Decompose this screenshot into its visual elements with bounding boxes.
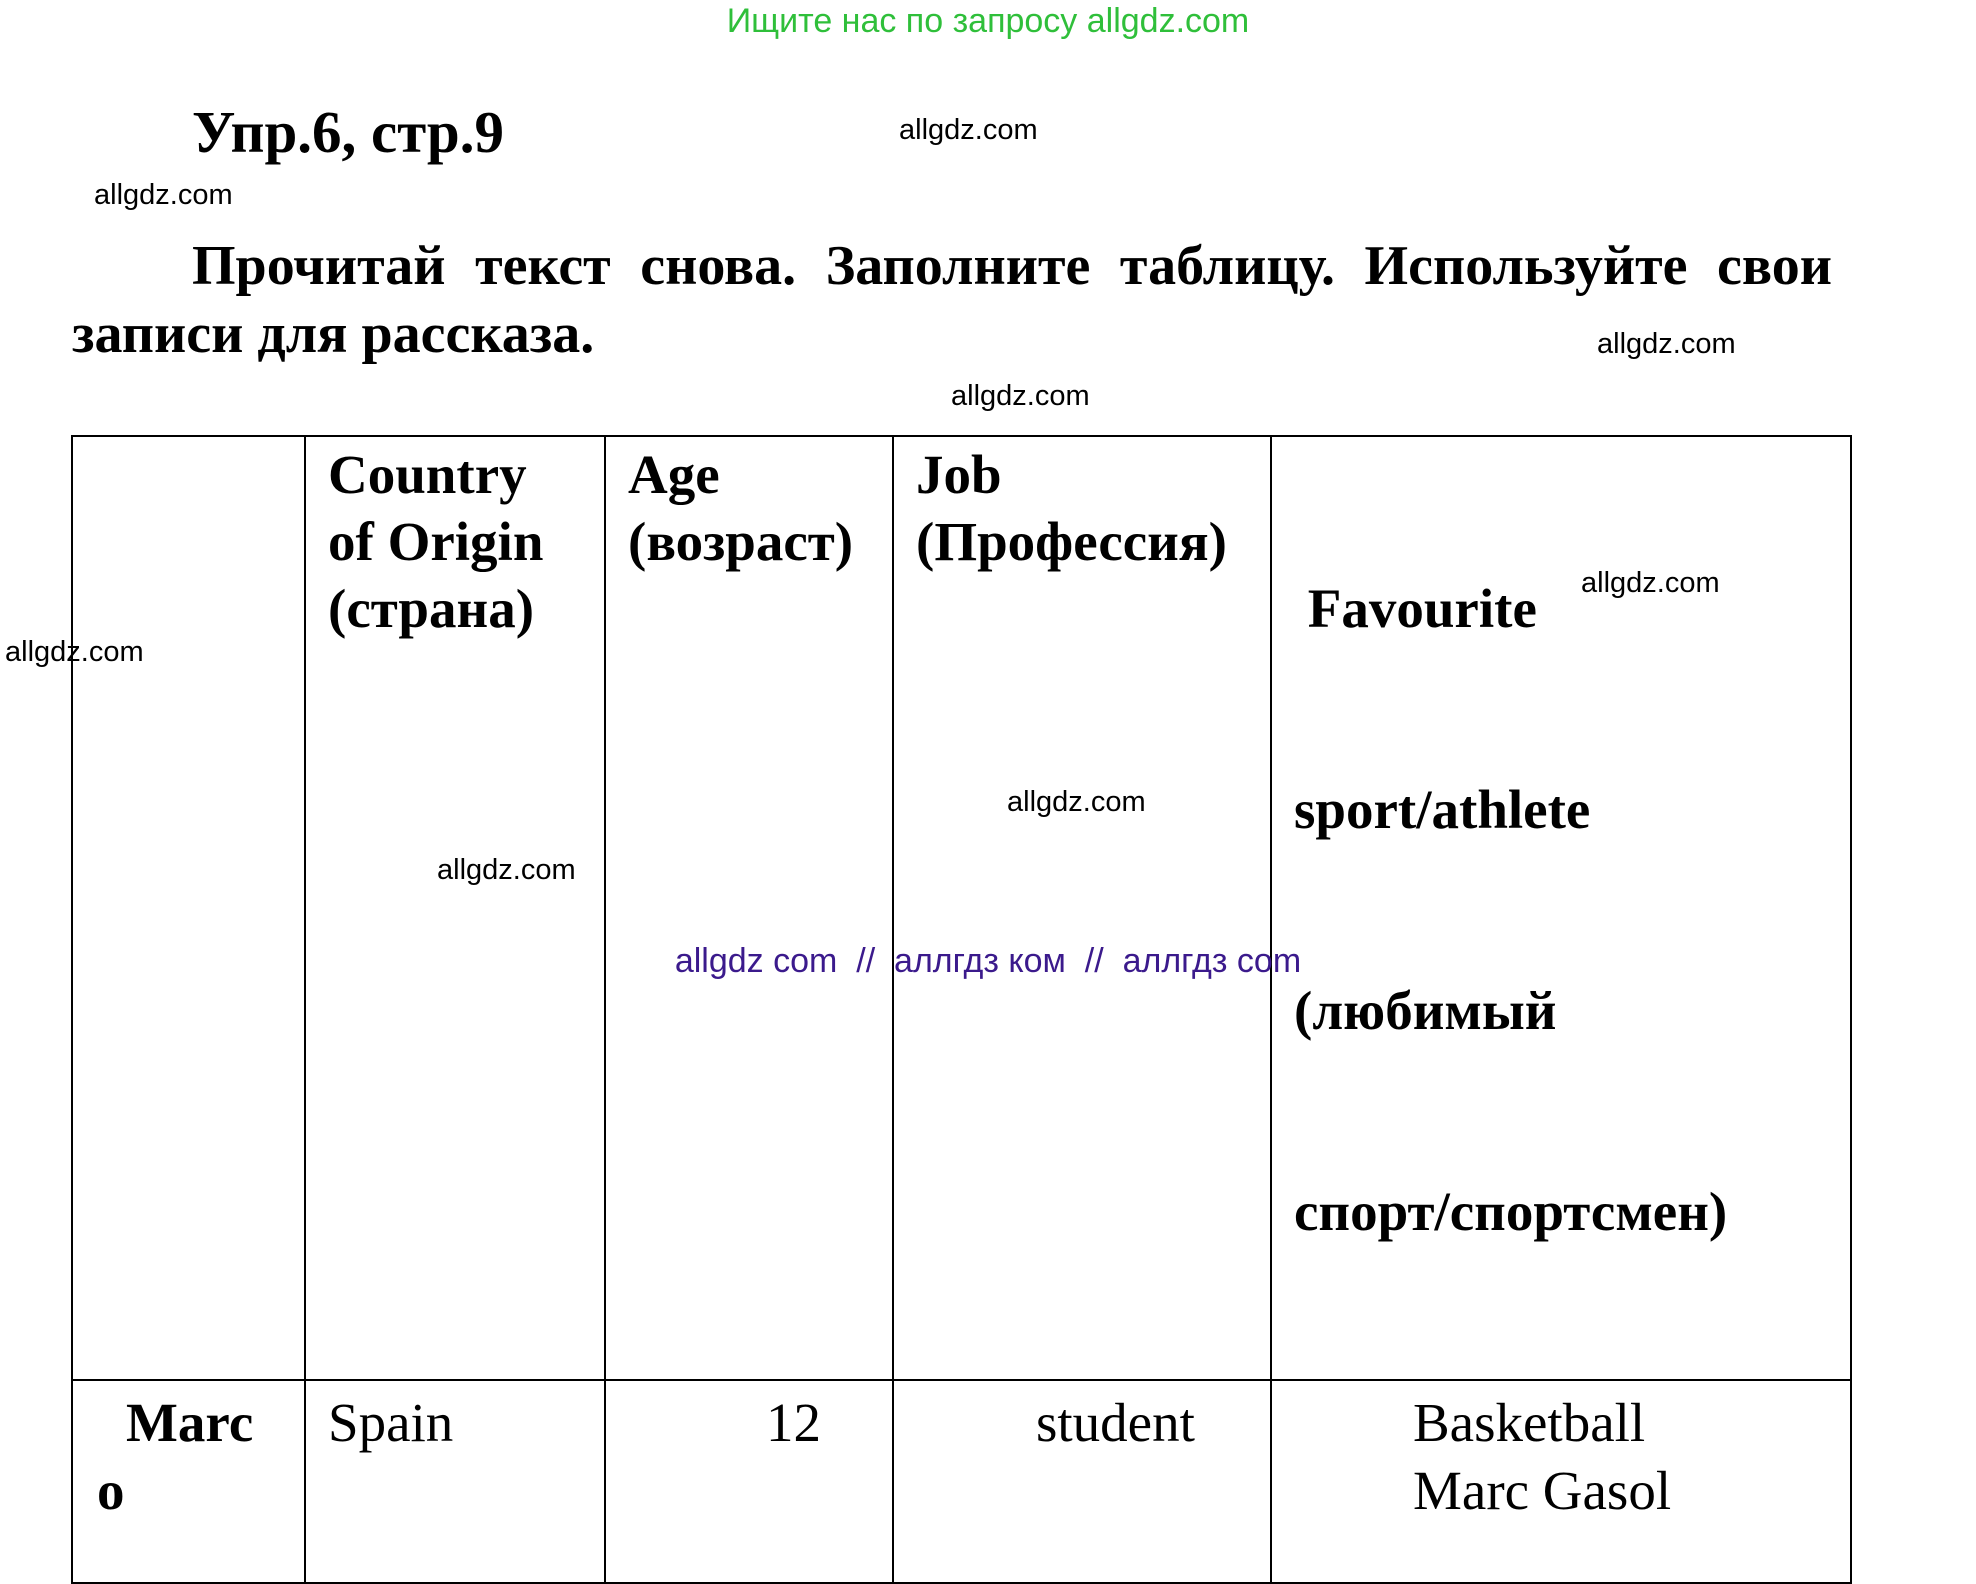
exercise-instruction: Прочитай текст снова. Заполните таблицу. Используйте свои записи для рассказа. — [72, 235, 1832, 365]
name-line: o — [97, 1460, 125, 1521]
watermark: allgdz.com — [5, 636, 144, 668]
favourite-line: Basketball — [1413, 1392, 1646, 1453]
top-banner[interactable]: Ищите нас по запросу allgdz.com — [726, 2, 1250, 40]
header-cell-job — [893, 436, 1271, 1380]
name-line: Marc — [126, 1392, 254, 1453]
header-line: (возраст) — [628, 511, 854, 572]
header-line: спорт/спортсмен) — [1294, 1181, 1728, 1242]
header-cell-empty — [72, 436, 305, 1380]
header-line: sport/athlete — [1294, 779, 1591, 840]
answer-table — [71, 435, 1852, 1584]
header-line: Country — [328, 444, 527, 505]
footer-links[interactable]: allgdz com // аллгдз ком // аллгдз com — [674, 942, 1302, 980]
header-line: Age — [628, 444, 720, 505]
watermark: allgdz.com — [899, 114, 1038, 146]
header-cell-favourite — [1271, 436, 1851, 1380]
watermark: allgdz.com — [1581, 567, 1720, 599]
header-cell-country — [305, 436, 605, 1380]
watermark: allgdz.com — [94, 179, 233, 211]
cell-age — [605, 1380, 893, 1583]
cell-job — [893, 1380, 1271, 1583]
watermark: allgdz.com — [1007, 786, 1146, 818]
favourite-line: Marc Gasol — [1413, 1460, 1672, 1521]
header-line: (страна) — [328, 578, 535, 639]
header-cell-age — [605, 436, 893, 1380]
cell-favourite — [1271, 1380, 1851, 1583]
header-line: Favourite — [1294, 578, 1537, 639]
cell-name — [72, 1380, 305, 1583]
header-line: of Origin — [328, 511, 544, 572]
cell-country — [305, 1380, 605, 1583]
header-line: (Профессия) — [916, 511, 1227, 572]
watermark: allgdz.com — [951, 380, 1090, 412]
watermark: allgdz.com — [437, 854, 576, 886]
table-row — [72, 1380, 1851, 1583]
header-line: Job — [916, 444, 1002, 505]
header-line: (любимый — [1294, 980, 1557, 1041]
country-value: Spain — [328, 1392, 454, 1453]
page-title: Упр.6, стр.9 — [192, 99, 504, 165]
age-value: 12 — [766, 1392, 821, 1453]
job-value: student — [1036, 1392, 1195, 1453]
watermark: allgdz.com — [1597, 328, 1736, 360]
